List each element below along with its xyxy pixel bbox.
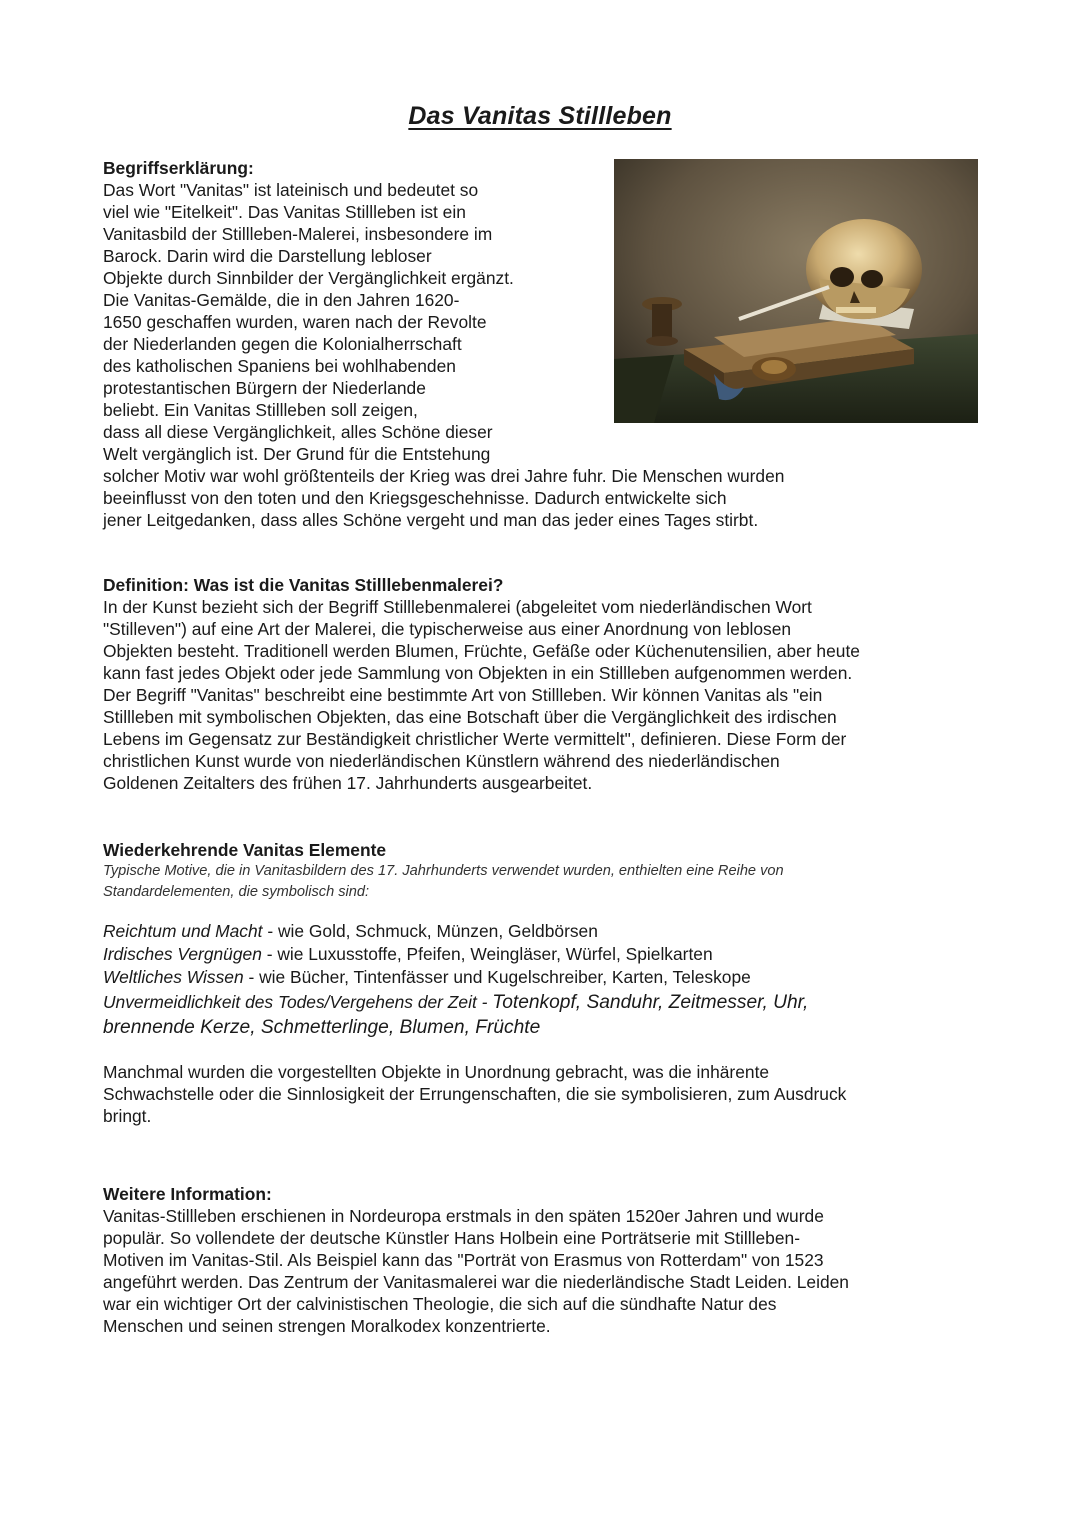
section-closing — [103, 1061, 983, 1127]
intro-line: Typische Motive, die in Vanitasbildern des 17. Jahrhunderts verwendet wurden, enthielten eine Reihe von — [103, 863, 784, 879]
body-line: Objekte durch Sinnbilder der Vergänglichkeit ergänzt. — [103, 268, 514, 288]
section-vanitas-elemente — [103, 839, 983, 1127]
body-line: des katholischen Spaniens bei wohlhabenden — [103, 356, 456, 376]
list-item — [103, 943, 983, 966]
body-line: jener Leitgedanken, dass alles Schöne vergeht und man das jeder eines Tages stirbt. — [103, 510, 759, 530]
body-line: Das Wort "Vanitas" ist lateinisch und bedeutet so — [103, 180, 479, 200]
body-line: christlichen Kunst wurde von niederländischen Künstlern während des niederländischen — [103, 751, 780, 771]
body-line: Objekten besteht. Traditionell werden Blumen, Früchte, Gefäße oder Küchenutensilien, aber heute — [103, 641, 860, 661]
body-line: bringt. — [103, 1106, 152, 1126]
page-title: Das Vanitas Stillleben — [408, 102, 672, 130]
element-items: - wie Gold, Schmuck, Münzen, Geldbörsen — [262, 921, 598, 941]
element-category: Weltliches Wissen — [103, 967, 244, 987]
body-line: Goldenen Zeitalters des frühen 17. Jahrhunderts ausgearbeitet. — [103, 773, 593, 793]
body-line: Der Begriff "Vanitas" beschreibt eine bestimmte Art von Stillleben. Wir können Vanitas als "ein — [103, 685, 823, 705]
body-line: Barock. Darin wird die Darstellung lebloser — [103, 246, 432, 266]
body-line: In der Kunst bezieht sich der Begriff Stilllebenmalerei (abgeleitet vom niederländischen Wort — [103, 597, 812, 617]
section-heading: Wiederkehrende Vanitas Elemente — [103, 840, 387, 860]
body-line: kann fast jedes Objekt oder jede Sammlung von Objekten in ein Stillleben aufgenommen werden. — [103, 663, 853, 683]
section-weitere-information — [103, 1183, 983, 1337]
body-line: populär. So vollendete der deutsche Künstler Hans Holbein eine Porträtserie mit Stillleben- — [103, 1228, 800, 1248]
section-intro — [103, 861, 983, 903]
body-line: war ein wichtiger Ort der calvinistischen Theologie, die sich auf die sündhafte Natur des — [103, 1294, 777, 1314]
element-category: Unvermeidlichkeit des Todes/Vergehens der Zeit - — [103, 992, 493, 1012]
list-item — [103, 920, 983, 943]
body-line: Vanitas-Stillleben erschienen in Nordeuropa erstmals in den späten 1520er Jahren und wurde — [103, 1206, 824, 1226]
intro-line: Standardelementen, die symbolisch sind: — [103, 884, 370, 900]
section-body — [103, 596, 983, 794]
section-heading: Weitere Information: — [103, 1184, 272, 1204]
body-line: Stillleben mit symbolischen Objekten, das eine Botschaft über die Vergänglichkeit des irdischen — [103, 707, 837, 727]
body-line: 1650 geschaffen wurden, waren nach der Revolte — [103, 312, 487, 332]
element-category: Irdisches Vergnügen — [103, 944, 262, 964]
body-line: beliebt. Ein Vanitas Stillleben soll zeigen, — [103, 400, 418, 420]
section-begriffserklaerung — [103, 157, 983, 531]
body-line: der Niederlanden gegen die Kolonialherrschaft — [103, 334, 462, 354]
section-definition — [103, 574, 983, 794]
body-line: dass all diese Vergänglichkeit, alles Schöne dieser — [103, 422, 493, 442]
body-line: Die Vanitas-Gemälde, die in den Jahren 1620- — [103, 290, 460, 310]
body-line: angeführt werden. Das Zentrum der Vanitasmalerei war die niederländische Stadt Leiden. Leiden — [103, 1272, 849, 1292]
section-heading: Begriffserklärung: — [103, 158, 254, 178]
element-items: Totenkopf, Sanduhr, Zeitmesser, Uhr, — [492, 992, 809, 1013]
elements-list — [103, 920, 983, 1041]
section-body — [103, 179, 983, 531]
body-line: Vanitasbild der Stillleben-Malerei, insbesondere im — [103, 224, 493, 244]
body-line: viel wie "Eitelkeit". Das Vanitas Stillleben ist ein — [103, 202, 466, 222]
section-body — [103, 1205, 983, 1337]
body-line: solcher Motiv war wohl größtenteils der Krieg was drei Jahre fuhr. Die Menschen wurden — [103, 466, 785, 486]
body-line: Menschen und seinen strengen Moralkodex konzentrierte. — [103, 1316, 551, 1336]
element-category: Reichtum und Macht — [103, 921, 263, 941]
list-item — [103, 989, 983, 1015]
body-line: Welt vergänglich ist. Der Grund für die Entstehung — [103, 444, 491, 464]
section-heading: Definition: Was ist die Vanitas Stilllebenmalerei? — [103, 575, 504, 595]
body-line: Lebens im Gegensatz zur Beständigkeit christlicher Werte vermittelt", definieren. Diese Form der — [103, 729, 847, 749]
body-line: "Stilleven") auf eine Art der Malerei, die typischerweise aus einer Anordnung von leblosen — [103, 619, 792, 639]
body-line: beeinflusst von den toten und den Kriegsgeschehnisse. Dadurch entwickelte sich — [103, 488, 727, 508]
body-line: Schwachstelle oder die Sinnlosigkeit der Errungenschaften, die sie symbolisieren, zum Ausdruck — [103, 1084, 847, 1104]
list-item-continuation: brennende Kerze, Schmetterlinge, Blumen, Früchte — [103, 1017, 541, 1038]
element-items: - wie Bücher, Tintenfässer und Kugelschreiber, Karten, Teleskope — [243, 967, 751, 987]
body-line: Manchmal wurden die vorgestellten Objekte in Unordnung gebracht, was die inhärente — [103, 1062, 770, 1082]
element-items: - wie Luxusstoffe, Pfeifen, Weingläser, Würfel, Spielkarten — [261, 944, 713, 964]
body-line: protestantischen Bürgern der Niederlande — [103, 378, 426, 398]
list-item — [103, 966, 983, 989]
body-line: Motiven im Vanitas-Stil. Als Beispiel kann das "Porträt von Erasmus von Rotterdam" von 1523 — [103, 1250, 824, 1270]
